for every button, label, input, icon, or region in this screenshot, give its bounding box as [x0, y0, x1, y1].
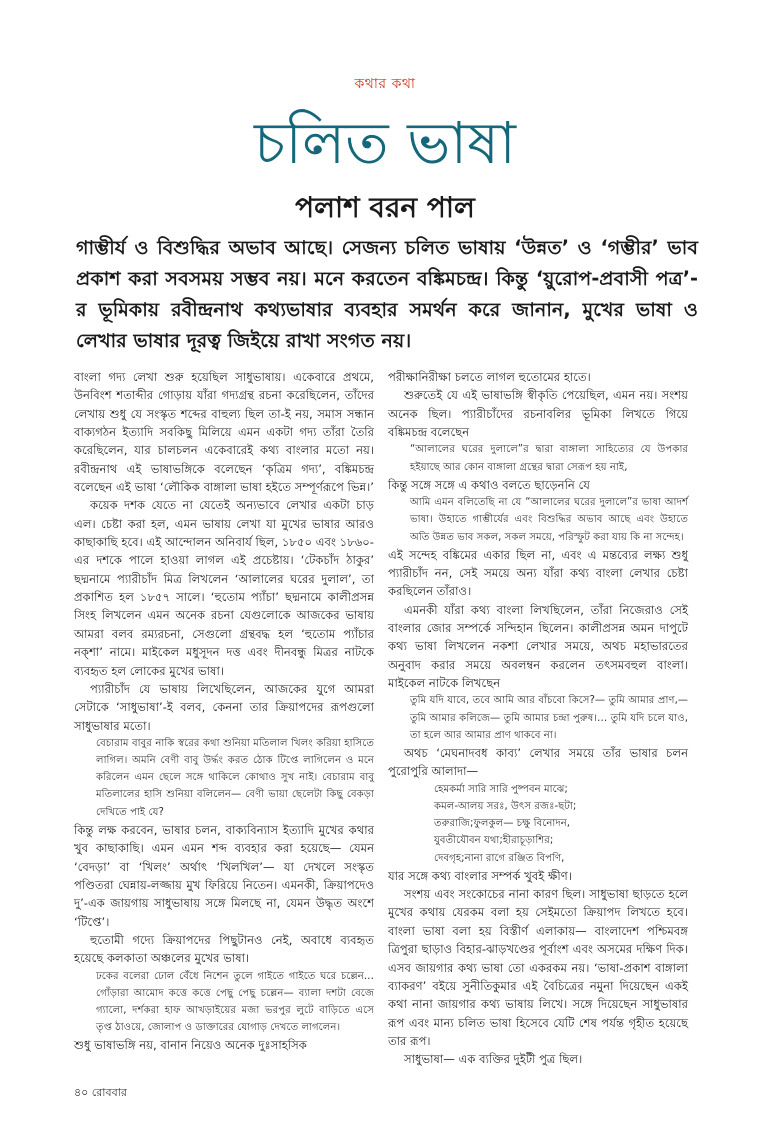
- body-paragraph: বাংলা গদ্য লেখা শুরু হয়েছিল সাধুভাষায়। একেবারে প্রথমে, উনবিংশ শতাব্দীর গোড়ায় যাঁরা গদ্যগ্রন্থ রচনা করেছিলেন, তাঁদের লেখায় শুধু যে সংস্কৃত শব্দের বাহুল্য ছিল তা-ই নয়, সমাস সন্ধান বাক্যগঠন ইত্যাদি সবকিছু মিলিয়ে এমন একটা গদ্য তাঁরা তৈরি করেছিলেন, যার চালচলন একেবারেই কথ্য বাংলার মতো নয়। রবীন্দ্রনাথ এই ভাষাভঙ্গিকে বলেছেন ‘কৃত্রিম গদ্য’, বঙ্কিমচন্দ্র বলেছেন এই ভাষা ‘লৌকিক বাঙ্গালা ভাষা হইতে সম্পূর্ণরূপে ভিন্ন।’: [74, 370, 374, 495]
- body-paragraph: এমনকী যাঁরা কথ্য বাংলা লিখছিলেন, তাঁরা নিজেরাও সেই বাংলার জোর সম্পর্কে সন্দিহান ছিলেন। কালীপ্রসন্ন অমন দাপুটে কথ্য ভাষা লিখলেন নকশা লেখার সময়ে, অথচ মহাভারতের অনুবাদ করার সময়ে অবলম্বন করলেন তৎসমবহুল বাংলা। মাইকেল নাটকে লিখছেন: [388, 602, 688, 691]
- block-quote: আমি এমন বলিতেছি না যে “আলালের ঘরের দুলালে”র ভাষা আদর্শ ভাষা। উহাতে গাম্ভীর্যের এবং বিশুদ্ধির অভাব আছে এবং উহাতে অতি উন্নত ভাব সকল, সকল সময়ে, পরিস্ফুট করা যায় কি না সন্দেহ।: [410, 497, 688, 543]
- left-column: [74, 368, 374, 1055]
- body-paragraph: কয়েক দশক যেতে না যেতেই অন্যভাবে লেখার একটা চাড় এল। চেষ্টা করা হল, এমন ভাষায় লেখা যা মুখের ভাষার আরও কাছাকাছি হবে। এই আন্দোলন অনিবার্য ছিল, ১৮৫০ এবং ১৮৬০-এর দশকে পালে হাওয়া লাগল এই প্রচেষ্টায়। ‘টেকচাঁদ ঠাকুর’ ছদ্মনামে প্যারীচাঁদ মিত্র লিখলেন ‘আলালের ঘরের দুলাল’, তা প্রকাশিত হল ১৮৫৭ সালে। ‘হুতোম প্যাঁচা’ ছদ্মনামে কালীপ্রসন্ন সিংহ লিখলেন এমন অনেক রচনা যেগুলোকে আজকের ভাষায় আমরা বলব রম্যরচনা, সেগুলো গ্রন্থবদ্ধ হল ‘হুতোম প্যাঁচার নক্শা’ নামে। মাইকেল মধুসূদন দত্ত এবং দীনবন্ধু মিত্রর নাটকে ব্যবহৃত হল লোকের মুখের ভাষা।: [74, 498, 374, 678]
- article-title: চলিত ভাষা: [254, 109, 516, 177]
- page-number: ৪০: [74, 1086, 89, 1099]
- body-paragraph: যার সঙ্গে কথ্য বাংলার সম্পর্ক খুবই ক্ষীণ।: [388, 868, 572, 883]
- block-quote: বেচারাম বাবুর নাকি স্বরের কথা শুনিয়া মতিলাল খিলং করিয়া হাসিতে লাগিল। অমনি বেণী বাবু উর্দ্ধং করত ঠোক টিপ্তে লাগিলেন ও মনে করিলেন এমন ছেলে সঙ্গে থাকিলে কোথাও সুখ নাই। বেচারাম বাবু মতিলালের হাসি শুনিয়া বলিলেন— বেণী ভায়া ছেলেটা কিছু বেকড়া দেখিতে পাই যে?: [96, 737, 374, 818]
- block-quote: ঢকের বলেরা ঢোল বেঁধে নিশেন তুলে গাইতে গাইতে ঘরে চল্লেন… গোঁড়ারা আমোদ কত্তে কত্তে পেছু পেছু চল্লেন— ব্যালা দশটা বেজে গ্যালো, দর্শকরা হাফ আখড়াইয়ের মজা ভরপুর লুটে বাড়িতে এসে তৃপ্ত ঠাওয়ে, জোলাপ ও ডাক্তারের যোগাড় দেখতে লাগলেন।: [96, 970, 374, 1034]
- body-paragraph: কিন্তু সঙ্গে সঙ্গে এ কথাও বলতে ছাড়েননি যে: [388, 477, 590, 492]
- body-paragraph: প্যারীচাঁদ যে ভাষায় লিখেছিলেন, আজকের যুগে আমরা সেটাকে ‘সাধুভাষা’-ই বলব, কেননা তার ক্রিয়াপদের রূপগুলো সাধুভাষার মতো।: [74, 681, 374, 733]
- verse-line: কমল-আলয় সরঃ, উৎস রজঃ-ছটা;: [434, 800, 577, 812]
- publication-name: রোববার: [91, 1086, 127, 1099]
- body-paragraph: পরীক্ষানিরীক্ষা চলতে লাগল হুতোমের হাতে।: [388, 370, 591, 384]
- right-column: [388, 368, 688, 1069]
- section-label: কথার কথা: [354, 76, 416, 92]
- body-paragraph: শুধু ভাষাভঙ্গি নয়, বানান নিয়েও অনেক দুঃসাহসিক: [74, 1038, 307, 1053]
- verse-line: যুবতীযৌবন যথা;হীরাচূড়াশির;: [434, 835, 554, 847]
- author-name: পলাশ বরন পাল: [295, 191, 475, 224]
- body-paragraph: অথচ ‘মেঘনাদবধ কাব্য’ লেখার সময়ে তাঁর ভাষার চলন পুরোপুরি আলাদা—: [388, 746, 688, 779]
- block-quote: তুমি যদি যাবে, তবে আমি আর বাঁচবো কিসে?— তুমি আমার প্রাণ,— তুমি আমার কলিজে— তুমি আমার চন্দ্রা পুরুষ।… তুমি যদি চলে যাও, তা হলে আর আমার প্রাণ থাকবে না।: [410, 695, 688, 741]
- verse-line: দেবগৃহ;নানা রাগে রঞ্জিত বিপণি,: [434, 852, 565, 864]
- lead-paragraph: গাম্ভীর্য ও বিশুদ্ধির অভাব আছে। সেজন্য চলিত ভাষায় ‘উন্নত’ ও ‘গম্ভীর’ ভাব প্রকাশ করা সবসময় সম্ভব নয়। মনে করতেন বঙ্কিমচন্দ্র। কিন্তু ‘য়ুরোপ-প্রবাসী পত্র’-র ভূমিকায় রবীন্দ্রনাথ কথ্যভাষার ব্যবহার সমর্থন করে জানান, মুখের ভাষা ও লেখার ভাষার দূরত্ব জিইয়ে রাখা সংগত নয়।: [76, 236, 698, 352]
- verse-line: তরুরাজি;ফুলকুল— চক্ষু বিনোদন,: [434, 818, 571, 830]
- page-footer: [74, 1084, 127, 1103]
- body-paragraph: এই সন্দেহ বঙ্কিমের একার ছিল না, এবং এ মন্তব্যের লক্ষ্য শুধু প্যারীচাঁদ নন, সেই সময়ে অন্য যাঁরা কথ্য বাংলা লেখার চেষ্টা করছিলেন তাঁরাও।: [388, 547, 688, 599]
- verse-quote: [434, 781, 688, 867]
- body-paragraph: কিন্তু লক্ষ করবেন, ভাষার চলন, বাক্যবিন্যাস ইত্যাদি মুখের কথার খুব কাছাকাছি। এমন এমন শব্দ ব্যবহার করা হয়েছে— যেমন ‘বেদড়া’ বা ‘খিলং’ অর্থাৎ ‘খিলখিল’— যা দেখলে সংস্কৃত পণ্ডিতরা ঘেন্নায়-লজ্জায় মুখ ফিরিয়ে নিতেন। এমনকী, ক্রিয়াপদেও দু’-এক জায়গায় সাধুভাষায় সঙ্গে মিলছে না, যেমন উদ্ধৃত অংশে ‘টিপ্তে’।: [74, 822, 374, 929]
- body-paragraph: সাধুভাষা— এক ব্যক্তির দুইটী পুত্র ছিল।: [404, 1052, 583, 1067]
- body-paragraph: শুরুতেই যে এই ভাষাভঙ্গি স্বীকৃতি পেয়েছিল, এমন নয়। সংশয় অনেক ছিল। প্যারীচাঁদের রচনাবলির ভূমিকা লিখতে গিয়ে বঙ্কিমচন্দ্র বলেছেন: [388, 388, 688, 440]
- body-paragraph: হুতোমী গদ্যে ক্রিয়াপদের পিছুটানও নেই, অবাধে ব্যবহৃত হয়েছে কলকাতা অঞ্চলের মুখের ভাষা।: [74, 932, 374, 966]
- body-paragraph: সংশয় এবং সংকোচের নানা কারণ ছিল। সাধুভাষা ছাড়তে হলে মুখের কথায় যেরকম বলা হয় সেইমতো ক্রিয়াপদ লিখতে হবে। বাংলা ভাষা বলা হয় বিস্তীর্ণ এলাকায়— বাংলাদেশ পশ্চিমবঙ্গ ত্রিপুরা ছাড়াও বিহার-ঝাড়খণ্ডের পূর্বাংশ এবং অসমের দক্ষিণ দিক। এসব জায়গার কথ্য ভাষা তো একরকম নয়। ‘ভাষা-প্রকাশ বাঙ্গালা ব্যাকরণ’ বইয়ে সুনীতিকুমার এই বৈচিত্রের নমুনা দিয়েছেন একই কথা নানা জায়গার কথ্য ভাষায় লিখে। সঙ্গে দিয়েছেন সাধুভাষার রূপ এবং মান্য চলিত ভাষা হিসেবে যেটি শেষ পর্যন্ত গৃহীত হয়েছে তার রূপ।: [388, 887, 688, 1048]
- verse-line: হেমকর্মা সারি সারি পুষ্পবন মাঝে;: [434, 783, 568, 795]
- block-quote: “আলালের ঘরের দুলালে”র দ্বারা বাঙ্গালা সাহিত্যের যে উপকার হইয়াছে আর কোন বাঙ্গালা গ্রন্থের দ্বারা সেরূপ হয় নাই,: [410, 444, 688, 473]
